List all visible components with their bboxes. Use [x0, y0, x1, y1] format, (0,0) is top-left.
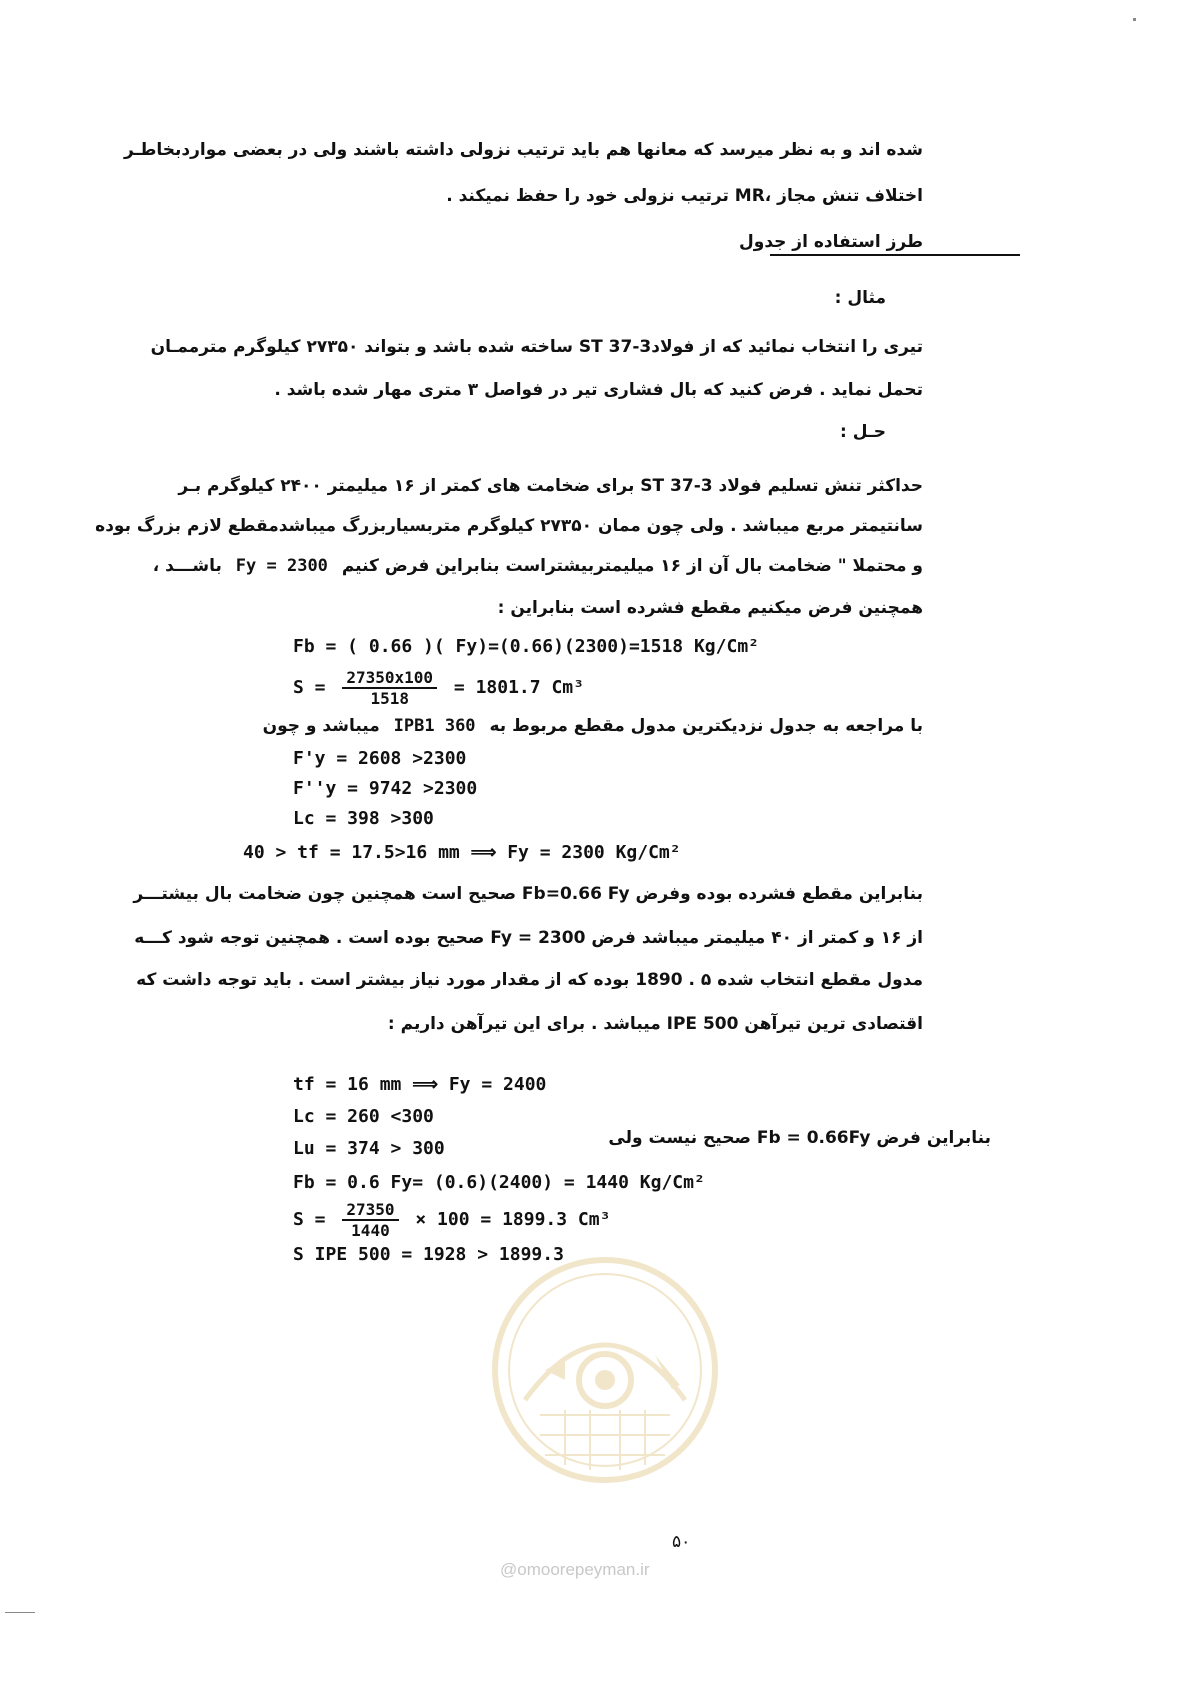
solution-line-4: همچنین فرض میکنیم مقطع فشرده است بنابراین :: [497, 598, 923, 618]
section-heading: طرز استفاده از جدول: [739, 232, 923, 252]
conclusion-line-1: بنابراین مقطع فشرده بوده وفرض Fb=0.66 Fy صحیح است همچنین چون ضخامت بال بیشتـــر: [133, 884, 923, 904]
formula2-fb: Fb = 0.6 Fy= (0.6)(2400) = 1440 Kg/Cm²: [293, 1172, 705, 1193]
solution-label: حـل :: [840, 422, 886, 442]
paragraph-line-1: شده اند و به نظر میرسد که معانها هم باید ترتیب نزولی داشته باشند ولی در بعضی مواردبخاطـر: [123, 140, 923, 160]
example-line-2: تحمل نماید . فرض کنید که بال فشاری تیر در فواصل ۳ متری مهار شده باشد .: [274, 380, 923, 400]
example-label: مثال :: [834, 288, 886, 308]
paragraph-line-2: اختلاف تنش مجاز ،MR ترتیب نزولی خود را حفظ نمیکند .: [446, 186, 923, 206]
check-fy-double-prime: F''y = 9742 >2300: [293, 778, 478, 799]
check-tf: 40 > tf = 17.5>16 mm ⟹ Fy = 2300 Kg/Cm²: [243, 842, 681, 863]
table-reference-end: میباشد و چون: [262, 716, 380, 736]
solution-line-3-end: باشـــد ،: [152, 556, 222, 576]
example-line-1: تیری را انتخاب نمائید که از فولاد3-ST 37 ساخته شده باشد و بتواند ۲۷۳۵۰ کیلوگرم مترممـان: [150, 337, 923, 357]
formula2-lc: Lc = 260 <300: [293, 1106, 434, 1127]
scan-speck: [1133, 18, 1136, 21]
table-reference-section: IPB1 360: [393, 716, 476, 736]
formula-s-right: = 1801.7 Cm³: [453, 677, 584, 698]
watermark-url: @omoorepeyman.ir: [500, 1560, 650, 1579]
solution-line-3-text: و محتملا " ضخامت بال آن از ۱۶ میلیمتربیشتراست بنابراین فرض کنیم: [341, 556, 923, 576]
scan-speck: [5, 1612, 35, 1613]
check-fy-prime: F'y = 2608 >2300: [293, 748, 467, 769]
formula2-lu: Lu = 374 > 300: [293, 1138, 445, 1159]
formula2-s-right: × 100 = 1899.3 Cm³: [415, 1209, 611, 1230]
formula2-s: [293, 1200, 610, 1240]
formula2-s-denominator: 1440: [351, 1221, 390, 1240]
conclusion-line-3: مدول مقطع انتخاب شده ۵ . 1890 بوده که از مقدار مورد نیاز بیشتر است . باید توجه داشت که: [136, 970, 923, 990]
page-number: ۵۰: [672, 1532, 691, 1552]
formula-s-denominator: 1518: [370, 689, 409, 708]
formula2-s-fraction: [342, 1200, 398, 1240]
solution-line-1: حداکثر تنش تسلیم فولاد ST 37-3 برای ضخامت های کمتر از ۱۶ میلیمتر ۲۴۰۰ کیلوگرم بـر: [178, 476, 923, 496]
formula-s-numerator: 27350x100: [342, 668, 437, 689]
formula2-s-ipe: S IPE 500 = 1928 > 1899.3: [293, 1244, 564, 1265]
conclusion-line-2: از ۱۶ و کمتر از ۴۰ میلیمتر میباشد فرض Fy = 2300 صحیح بوده است . همچنین توجه شود کـــه: [134, 928, 923, 948]
heading-underline: [770, 254, 1020, 256]
formula-fb: Fb = ( 0.66 )( Fy)=(0.66)(2300)=1518 Kg/Cm²: [293, 636, 759, 657]
formula2-note: بنابراین فرض Fb = 0.66Fy صحیح نیست ولی: [608, 1128, 991, 1148]
formula-s: [293, 668, 584, 708]
formula-s-left: S =: [293, 677, 326, 698]
formula2-s-numerator: 27350: [342, 1200, 398, 1221]
table-reference-text: با مراجعه به جدول نزدیکترین مدول مقطع مربوط به: [489, 716, 923, 736]
table-reference-line: [263, 716, 923, 736]
formula-s-fraction: [342, 668, 437, 708]
conclusion-line-4: اقتصادی ترین تیرآهن IPE 500 میباشد . برای این تیرآهن داریم :: [387, 1014, 923, 1034]
formula2-tf: tf = 16 mm ⟹ Fy = 2400: [293, 1074, 547, 1095]
solution-line-3: [153, 556, 923, 576]
solution-line-3-formula: Fy = 2300: [235, 556, 328, 576]
formula2-s-left: S =: [293, 1209, 326, 1230]
watermark-logo-icon: [485, 1250, 725, 1490]
check-lc: Lc = 398 >300: [293, 808, 434, 829]
solution-line-2: سانتیمتر مربع میباشد . ولی چون ممان ۲۷۳۵۰ کیلوگرم متربسیاربزرگ میباشدمقطع لازم بزرگ بوده: [95, 516, 923, 536]
